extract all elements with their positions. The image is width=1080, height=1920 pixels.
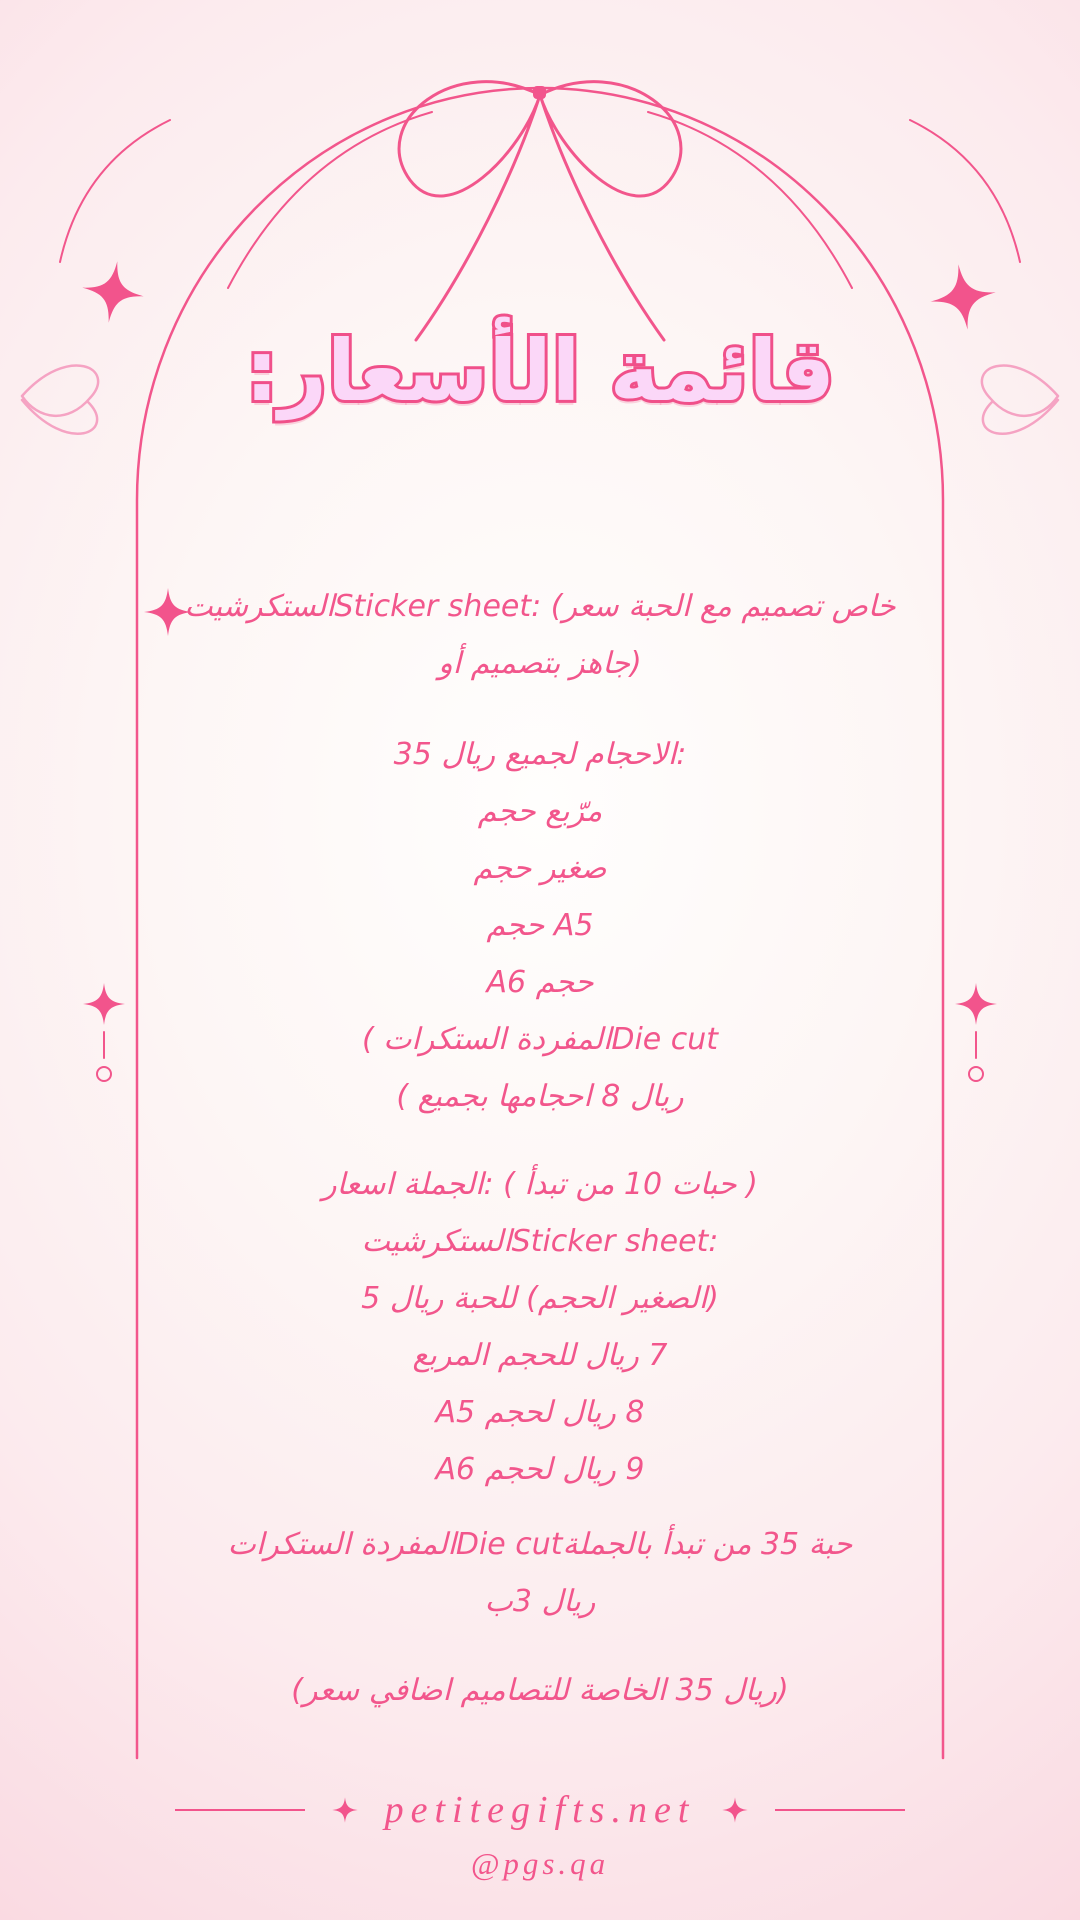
- sparkle-icon: [721, 1796, 749, 1824]
- side-bow-right-icon: [982, 366, 1058, 434]
- side-circle-left: [97, 1067, 111, 1081]
- price-line: أو‎ بتصميم‎ جاهز‎): [438, 646, 642, 681]
- price-line: الستكرشيت‎Sticker sheet: (سعر‎ الحبة‎ مع‎ تصميم‎ خاص: [184, 589, 896, 624]
- side-circle-right: [969, 1067, 983, 1081]
- sparkle-icon: [83, 983, 125, 1025]
- outer-arc-left: [60, 120, 170, 262]
- price-line: ( الستكرات‎ المفردة‎Die cut: [361, 1022, 719, 1057]
- sparkle-icon: [331, 1796, 359, 1824]
- footer-rule-right: [775, 1809, 905, 1812]
- price-line: حجم‎ A5: [486, 908, 594, 943]
- price-line: حجم‎ مرّبع: [477, 794, 603, 829]
- sparkle-icon: [955, 983, 997, 1025]
- section-diecut-wholesale: [140, 1516, 940, 1630]
- sparkle-icon: [78, 257, 148, 327]
- section-wholesale: [140, 1156, 940, 1498]
- website-link[interactable]: petitegifts.net: [384, 1789, 696, 1831]
- section-note: [140, 1662, 940, 1719]
- section-sizes: [140, 726, 940, 1125]
- outer-arc-right: [910, 120, 1020, 262]
- bow-knot: [533, 86, 546, 99]
- side-bow-left-icon: [22, 366, 98, 434]
- price-line: (سعر‎ اضافي‎ للتصاميم‎ الخاصة‎ 35 ريال‎): [291, 1673, 789, 1708]
- page-title: قائمة الأسعار:: [245, 322, 835, 420]
- price-line: A5 لحجم‎ ريال‎ 8: [435, 1395, 645, 1430]
- price-line: A6 حجم: [486, 965, 594, 1000]
- price-line: المربع‎ للحجم‎ ريال‎ 7: [412, 1338, 668, 1373]
- bow-icon: [399, 82, 681, 340]
- section-sticker-sheet-intro: [140, 578, 940, 692]
- footer: [0, 1788, 1080, 1832]
- price-line: الستكرشيت‎Sticker sheet:: [361, 1224, 719, 1259]
- price-line: ( بجميع‎ احجامها‎ 8 ريال: [396, 1079, 684, 1114]
- price-line: الستكرات‎ المفردة‎Die cut‎بالجملة‎ تبدأ‎ من‎ 35 حبة: [227, 1527, 853, 1562]
- price-line: اسعار‎ الجملة‎: ( تبدأ‎ من‎ 10 حبات‎ ): [322, 1167, 758, 1202]
- footer-rule-left: [175, 1809, 305, 1812]
- price-line: 5 ريال‎ للحبة‎ (الحجم‎ الصغير‎): [361, 1281, 719, 1316]
- price-line: A6 لحجم‎ ريال‎ 9: [435, 1452, 645, 1487]
- social-handle[interactable]: @pgs.qa: [470, 1846, 610, 1881]
- price-line: ب‎3 ريال: [484, 1584, 596, 1619]
- price-line: 35 ريال‎ لجميع‎ الاحجام‎:: [393, 737, 687, 772]
- price-line: حجم‎ صغير: [473, 851, 607, 886]
